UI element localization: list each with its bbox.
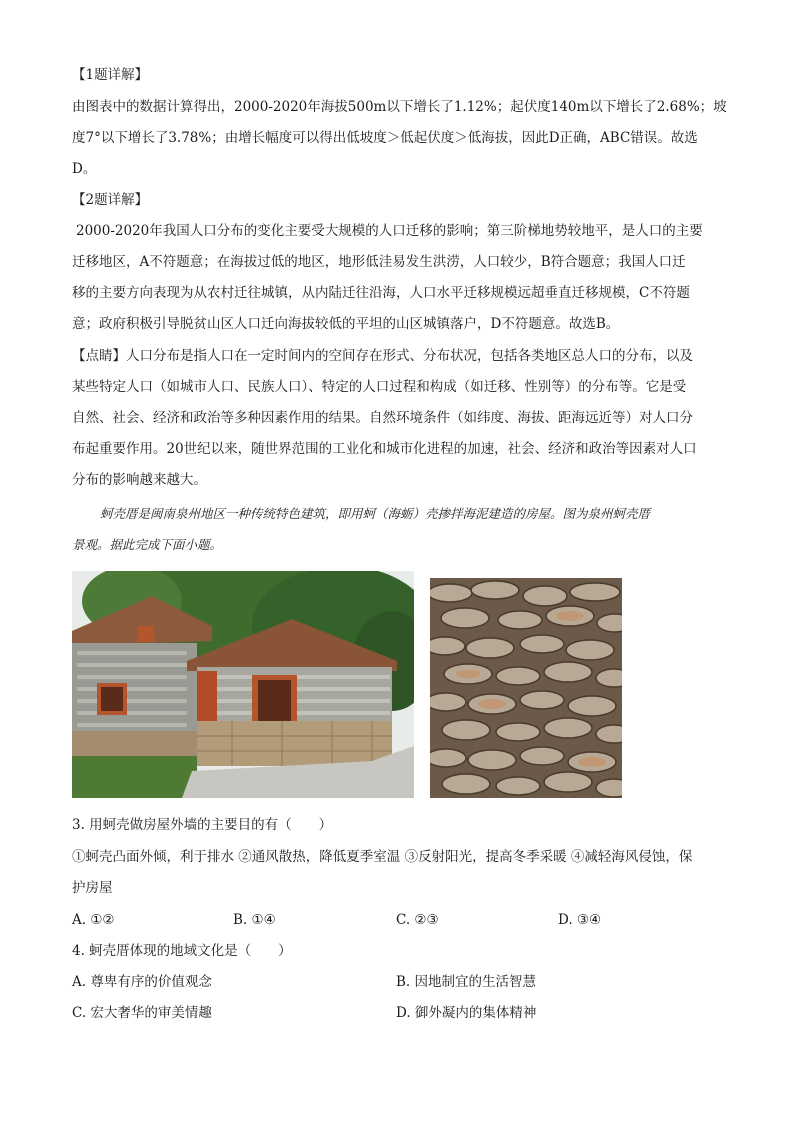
q3-description: 护房屋 (72, 880, 113, 896)
pointing-line: 自然、社会、经济和政治等多种因素作用的结果。自然环境条件（如纬度、海拔、距海远近等）对人口分 (72, 410, 693, 426)
pointing-line: 某些特定人口（如城市人口、民族人口）、特定的人口过程和构成（如迁移、性别等）的分布等。它是受 (72, 379, 687, 395)
q4-option-a[interactable]: A. 尊卑有序的价值观念 (72, 974, 212, 990)
q3-option-a[interactable]: A. ①② (72, 912, 115, 928)
q3-option-c[interactable]: C. ②③ (396, 912, 439, 928)
section2-line: 移的主要方向表现为从农村迁往城镇，从内陆迁往沿海，人口水平迁移规模远超垂直迁移规模，C不符题 (72, 285, 690, 301)
section2-line: 2000-2020年我国人口分布的变化主要受大规模的人口迁移的影响；第三阶梯地势较地平，是人口的主要 (76, 223, 703, 239)
oyster-shell-wall-closeup-photo (430, 578, 622, 798)
section2-line: 意；政府积极引导脱贫山区人口迁向海拔较低的平坦的山区城镇落户，D不符题意。故选B。 (72, 316, 620, 332)
q3-stem: 3. 用蚵壳做房屋外墙的主要目的有（ ） (72, 817, 333, 833)
section2-heading: 【2题详解】 (72, 192, 149, 208)
q4-stem: 4. 蚵壳厝体现的地域文化是（ ） (72, 943, 292, 959)
material-line: 蚵壳厝是闽南泉州地区一种传统特色建筑，即用蚵（海蛎）壳掺拌海泥建造的房屋。图为泉州蚵壳厝 (100, 506, 651, 521)
material-line: 景观。据此完成下面小题。 (72, 537, 223, 552)
q4-option-c[interactable]: C. 宏大奢华的审美情趣 (72, 1005, 212, 1021)
q4-option-b[interactable]: B. 因地制宜的生活智慧 (396, 974, 537, 990)
pointing-line: 分布的影响越来越大。 (72, 472, 207, 488)
section1-line: 由图表中的数据计算得出，2000-2020年海拔500m以下增长了1.12%；起伏度140m以下增长了2.68%；坡 (72, 99, 727, 115)
q3-description: ①蚵壳凸面外倾，利于排水 ②通风散热，降低夏季室温 ③反射阳光，提高冬季采暖 ④减轻海风侵蚀，保 (72, 849, 693, 865)
pointing-line: 布起重要作用。20世纪以来，随世界范围的工业化和城市化进程的加速，社会、经济和政治等因素对人口 (72, 441, 697, 457)
q3-option-d[interactable]: D. ③④ (558, 912, 602, 928)
pointing-line: 【点睛】人口分布是指人口在一定时间内的空间存在形式、分布状况，包括各类地区总人口的分布，以及 (72, 348, 693, 364)
q4-option-d[interactable]: D. 御外凝内的集体精神 (396, 1005, 537, 1021)
section1-line: D。 (72, 161, 97, 177)
q3-option-b[interactable]: B. ①④ (233, 912, 276, 928)
section1-heading: 【1题详解】 (72, 67, 149, 83)
oyster-shell-house-photo (72, 571, 414, 798)
section2-line: 迁移地区，A不符题意；在海拔过低的地区，地形低洼易发生洪涝，人口较少，B符合题意；我国人口迁 (72, 254, 686, 270)
section1-line: 度7°以下增长了3.78%；由增长幅度可以得出低坡度＞低起伏度＞低海拔，因此D正确，ABC错误。故选 (72, 130, 698, 146)
